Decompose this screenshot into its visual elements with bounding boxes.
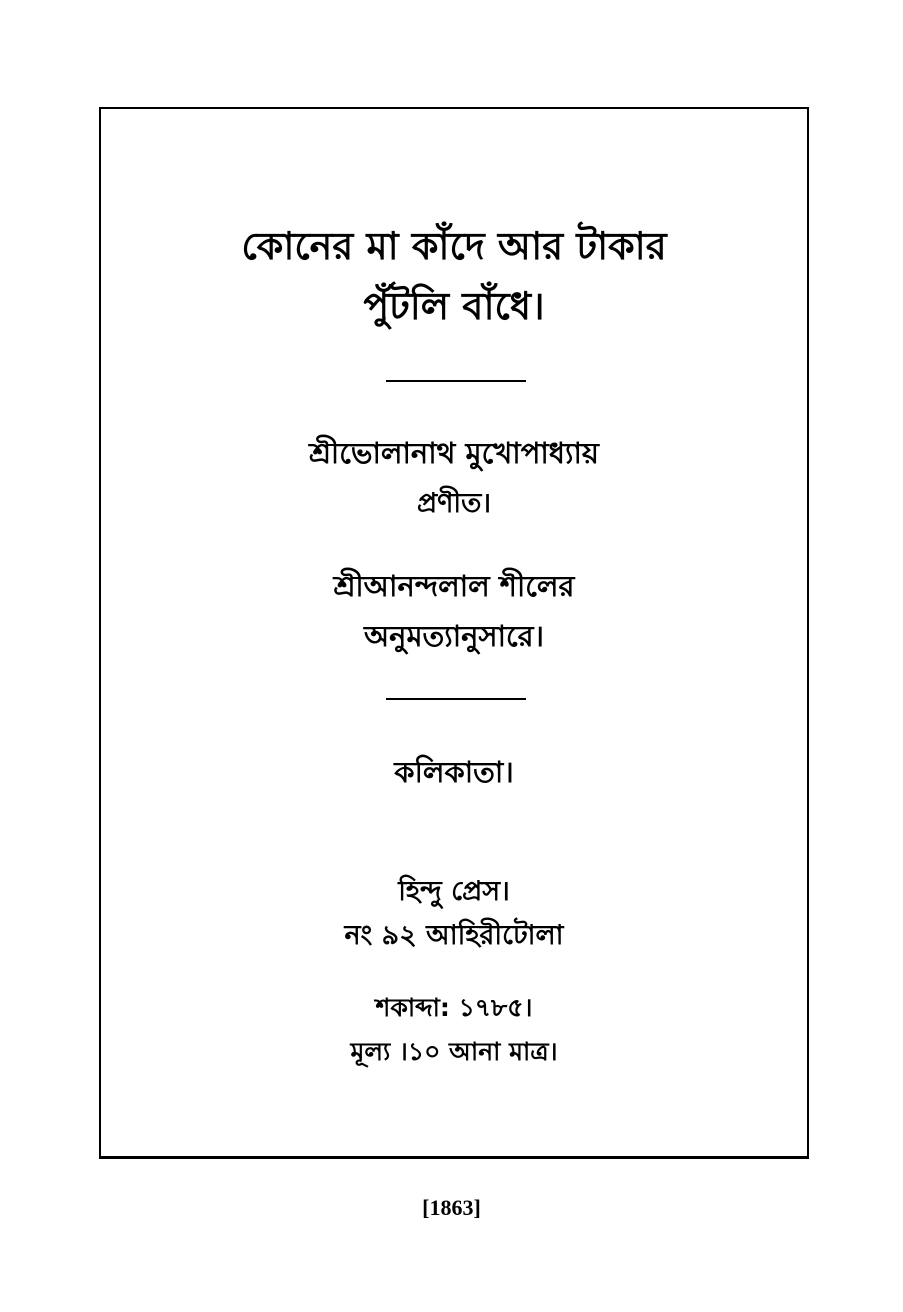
divider-top [386, 380, 526, 382]
permission-line-1: শ্রীআনন্দলাল শীলের [333, 569, 575, 603]
permission-line-2: অনুমত্যানুসারে। [364, 619, 544, 653]
author-line: শ্রীভোলানাথ মুখোপাধ্যায় [309, 436, 599, 470]
title-line-2: পুঁটলি বাঁধে। [363, 284, 545, 328]
title-line-1: কোনের মা কাঁদে আর টাকার [241, 224, 667, 268]
title-page-border [99, 107, 809, 1159]
publication-year: [1863] [422, 1195, 481, 1220]
saka-year: শকাব্দা: ১৭৮৫। [375, 993, 533, 1022]
press-name: হিন্দু প্রেস। [398, 876, 510, 907]
author-suffix: প্রণীত। [416, 488, 492, 519]
city-name: কলিকাতা। [394, 755, 514, 789]
divider-bottom [386, 698, 526, 700]
press-address: নং ৯২ আহিরীটোলা [344, 920, 564, 951]
price: মূল্য ।১০ আনা মাত্র। [350, 1037, 558, 1066]
